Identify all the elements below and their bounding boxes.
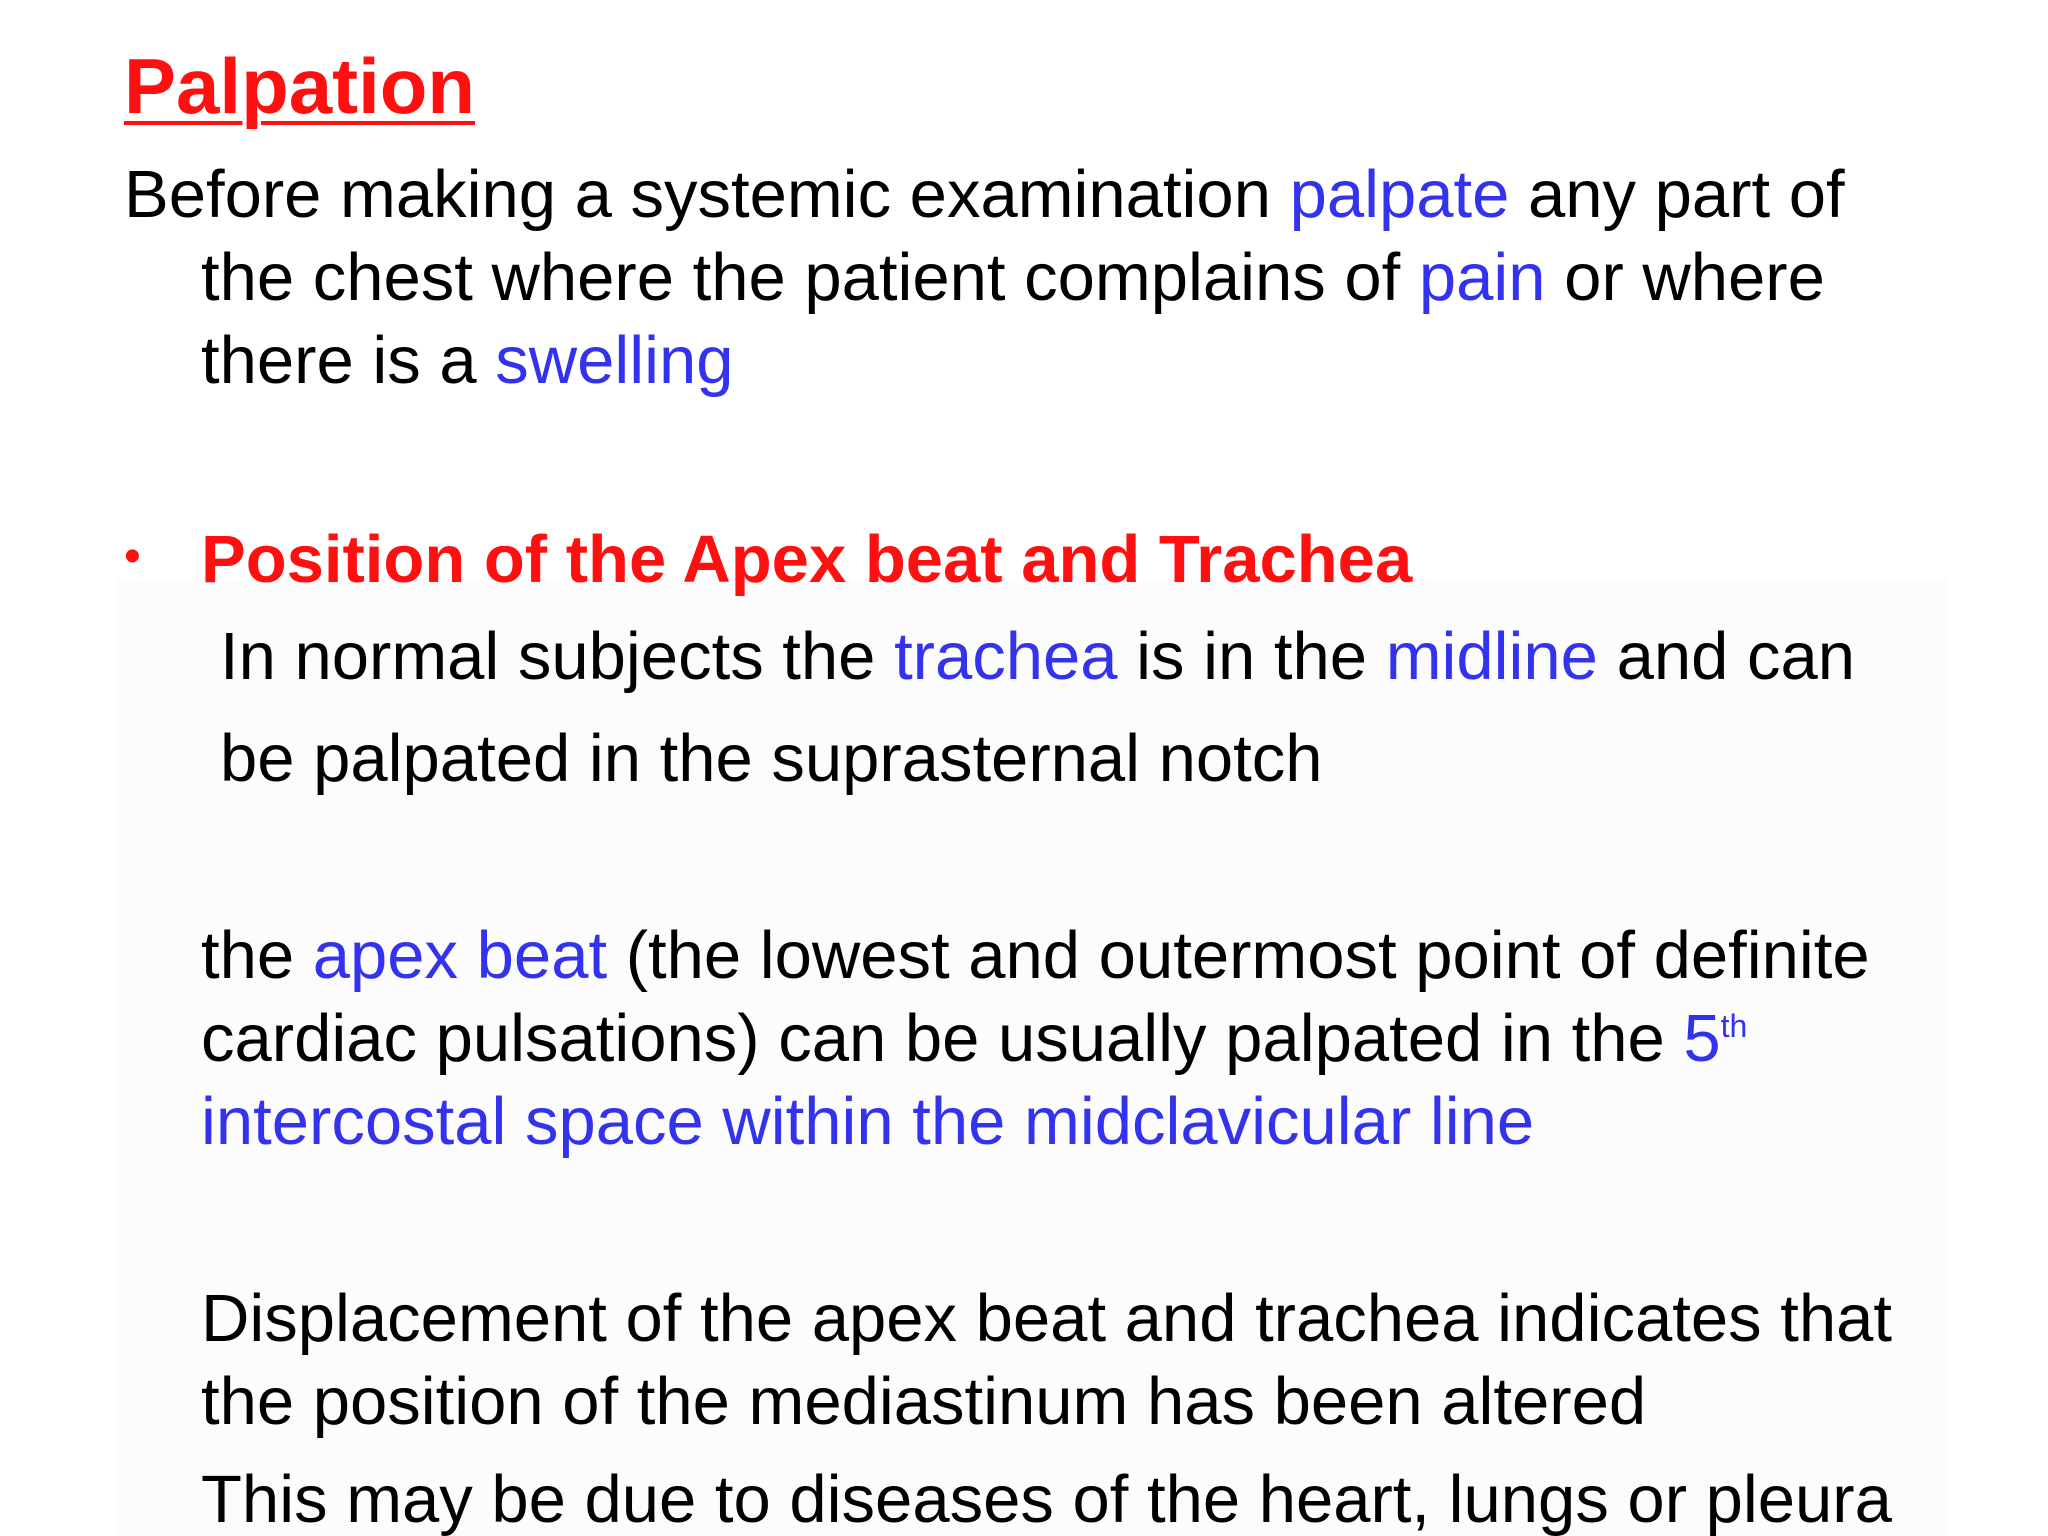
keyword-fifth: 5 (1683, 1001, 1721, 1076)
intro-line-2: the chest where the patient complains of pain or where (201, 240, 1825, 315)
slide-title: Palpation (124, 42, 476, 130)
bullet-icon: • (124, 530, 141, 583)
trachea-line-1: In normal subjects the trachea is in the midline and can (220, 619, 1855, 694)
bullet-heading: Position of the Apex beat and Trachea (201, 522, 1413, 597)
keyword-trachea: trachea (894, 619, 1118, 694)
keyword-pain: pain (1418, 240, 1546, 315)
intro-line-1: Before making a systemic examination palpate any part of (124, 157, 1845, 232)
keyword-swelling: swelling (495, 323, 734, 398)
keyword-apex-beat: apex beat (312, 918, 608, 993)
apex-line-1: the apex beat (the lowest and outermost point of definite (201, 918, 1870, 993)
displacement-line-1: Displacement of the apex beat and trachea indicates that (201, 1281, 1892, 1356)
trachea-line-2: be palpated in the suprasternal notch (220, 721, 1323, 796)
keyword-palpate: palpate (1289, 157, 1510, 232)
apex-line-2: cardiac pulsations) can be usually palpated in the 5th (201, 1001, 1748, 1076)
displacement-line-2: the position of the mediastinum has been altered (201, 1364, 1647, 1439)
keyword-midline: midline (1385, 619, 1598, 694)
intro-line-3: there is a swelling (201, 323, 734, 398)
displacement-line-3: This may be due to diseases of the heart, lungs or pleura (201, 1462, 1892, 1536)
ordinal-suffix: th (1720, 1008, 1748, 1044)
apex-line-3: intercostal space within the midclavicular line (201, 1084, 1535, 1159)
